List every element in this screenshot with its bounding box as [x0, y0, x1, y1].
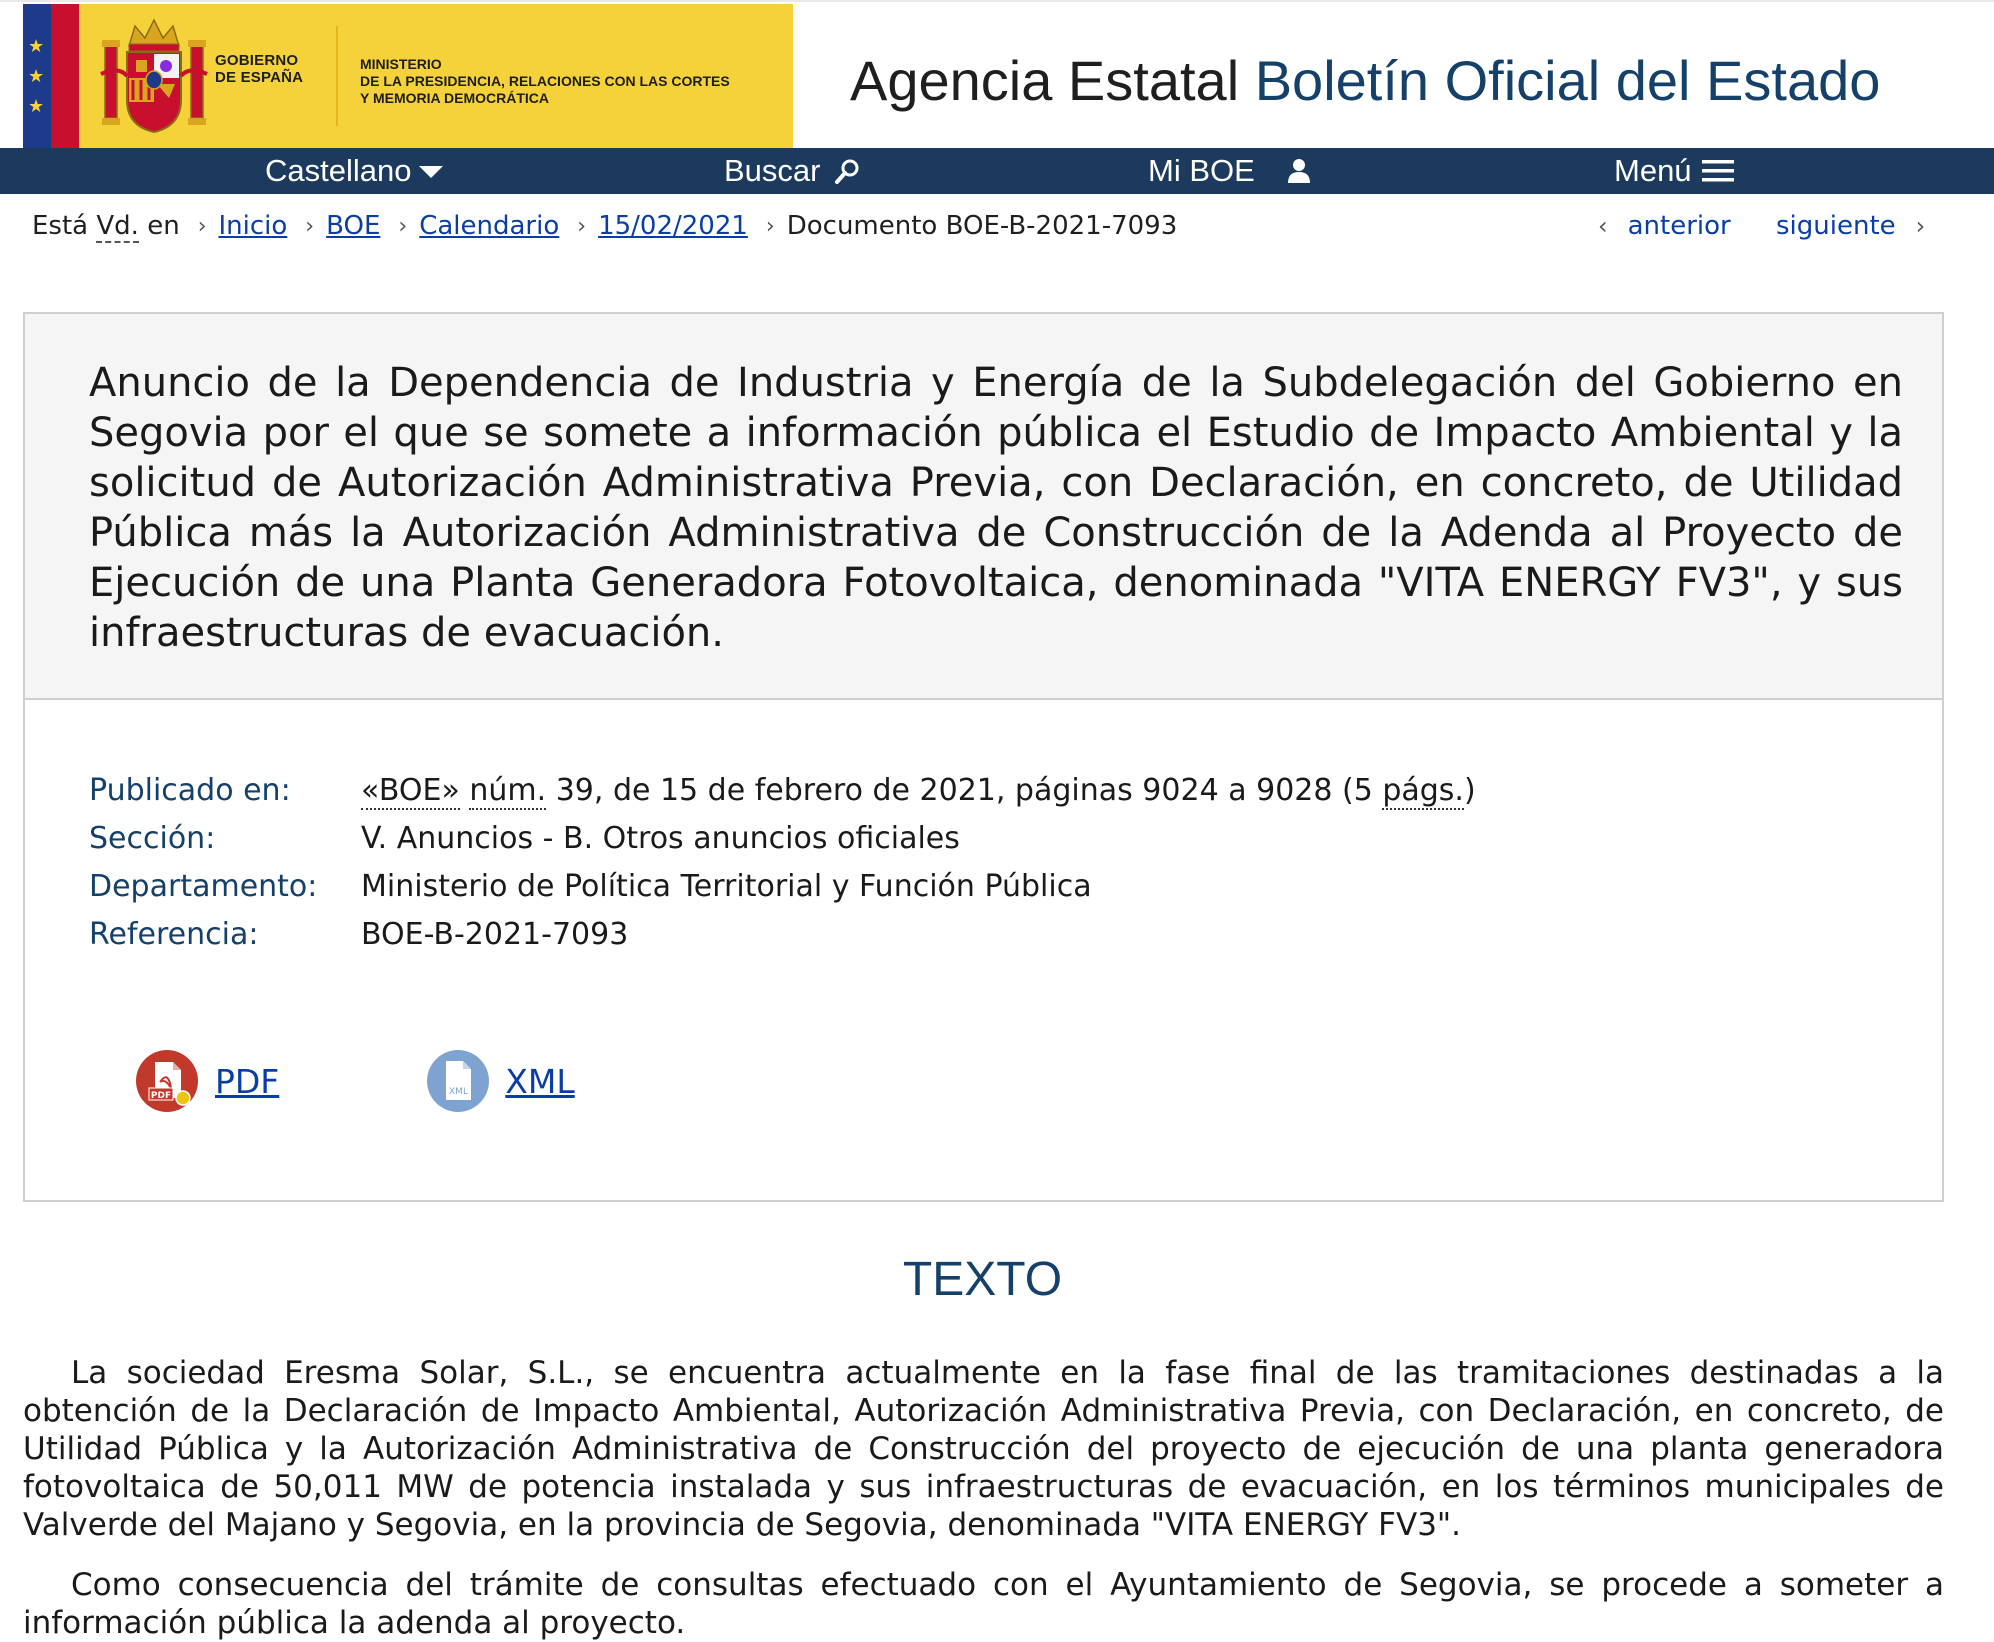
meta-row-published	[89, 766, 1889, 814]
star-icon: ★	[28, 96, 45, 117]
government-logo[interactable]	[23, 4, 793, 148]
breadcrumb-date[interactable]: 15/02/2021	[598, 211, 748, 241]
breadcrumb-inicio[interactable]: Inicio	[218, 211, 288, 241]
boe-abbreviation: «BOE»	[361, 772, 460, 808]
language-selector[interactable]: Castellano	[265, 148, 445, 194]
meta-label: Publicado en:	[89, 772, 291, 808]
meta-row-section	[89, 814, 1889, 862]
ministry-label: MINISTERIO DE LA PRESIDENCIA, RELACIONES CON LAS CORTES Y MEMORIA DEMOCRÁTICA	[360, 56, 730, 106]
chevron-right-icon: ›	[577, 213, 587, 239]
chevron-left-icon: ‹	[1598, 212, 1608, 240]
chevron-right-icon: ›	[398, 213, 408, 239]
site-header	[0, 0, 1994, 148]
chevron-right-icon: ›	[197, 213, 207, 239]
meta-value-published: «BOE» núm. 39, de 15 de febrero de 2021, páginas 9024 a 9028 (5 págs.)	[361, 772, 1476, 808]
pdf-link[interactable]: PDF	[215, 1061, 280, 1101]
document-box	[23, 312, 1944, 1202]
breadcrumb-current: Documento BOE-B-2021-7093	[786, 211, 1178, 241]
menu-button[interactable]: Menú	[1614, 148, 1734, 194]
breadcrumb-boe[interactable]: BOE	[326, 211, 381, 241]
search-button[interactable]: Buscar	[724, 148, 862, 194]
gobierno-de-espana-label: GOBIERNO DE ESPAÑA	[215, 52, 304, 86]
body-paragraph: La sociedad Eresma Solar, S.L., se encuentra actualmente en la fase final de las tramitaciones destinadas a la obtención de la Declaración de Impacto Ambiental, Autorización Administrativa Previa, con Declaración, en concreto, de Utilidad Pública y la Autorización Administrativa de Construcción del proyecto de ejecución de una planta generadora fotovoltaica de 50,011 MW de potencia instalada y sus infraestructuras de evacuación, en los términos municipales de Valverde del Majano y Segovia, en la provincia de Segovia, denominada "VITA ENERGY FV3".	[23, 1355, 1944, 1543]
document-metadata	[89, 766, 1889, 958]
breadcrumb-intro: Está Vd. en	[32, 211, 180, 241]
vd-abbreviation: Vd.	[96, 211, 139, 241]
meta-label: Sección:	[89, 820, 216, 856]
star-icon: ★	[28, 66, 45, 87]
agency-name: Boletín Oficial del Estado	[1254, 49, 1881, 112]
pags-abbreviation: págs.	[1382, 772, 1464, 808]
star-icon: ★	[28, 36, 45, 57]
breadcrumb-calendario[interactable]: Calendario	[419, 211, 560, 241]
hamburger-icon	[1702, 157, 1734, 185]
meta-label: Departamento:	[89, 868, 318, 904]
eu-spain-flag-strip	[23, 4, 79, 148]
caret-down-icon	[417, 157, 445, 185]
pager-previous-link[interactable]: ‹ anterior	[1598, 211, 1731, 241]
document-downloads	[135, 1046, 721, 1116]
xml-download[interactable]	[425, 1048, 574, 1114]
logo-divider	[336, 26, 338, 126]
xml-link[interactable]: XML	[505, 1061, 575, 1101]
breadcrumb	[32, 208, 1177, 244]
meta-row-department	[89, 862, 1889, 910]
coat-of-arms-icon	[99, 18, 209, 136]
meta-row-reference	[89, 910, 1889, 958]
chevron-right-icon: ›	[1915, 212, 1926, 240]
meta-value-reference: BOE-B-2021-7093	[361, 916, 629, 952]
main-navbar	[0, 148, 1994, 194]
meta-value-section: V. Anuncios - B. Otros anuncios oficiales	[361, 820, 960, 856]
user-icon	[1285, 157, 1313, 185]
agency-title-link[interactable]	[850, 48, 1880, 114]
chevron-right-icon: ›	[305, 213, 315, 239]
body-paragraph: Como consecuencia del trámite de consultas efectuado con el Ayuntamiento de Segovia, se procede a someter a información pública la adenda al proyecto.	[23, 1567, 1944, 1641]
pager-next-link[interactable]: siguiente ›	[1776, 211, 1926, 241]
svg-text:PDF: PDF	[150, 1091, 172, 1101]
xml-file-icon	[425, 1048, 491, 1114]
pdf-download[interactable]	[135, 1048, 279, 1114]
texto-heading: TEXTO	[902, 1253, 1063, 1306]
mi-boe-button[interactable]: Mi BOE	[1148, 148, 1313, 194]
svg-text:XML: XML	[449, 1087, 469, 1097]
document-title: Anuncio de la Dependencia de Industria y Energía de la Subdelegación del Gobierno en Segovia por el que se somete a información pública el Estudio de Impacto Ambiental y la solicitud de Autorización Administrativa Previa, con Declaración, en concreto, de Utilidad Pública más la Autorización Administrativa de Construcción de la Adenda al Proyecto de Ejecución de una Planta Generadora Fotovoltaica, denominada "VITA ENERGY FV3", y sus infraestructuras de evacuación.	[89, 360, 1903, 656]
chevron-right-icon: ›	[765, 213, 775, 239]
pdf-file-icon	[135, 1048, 201, 1114]
meta-value-department: Ministerio de Política Territorial y Función Pública	[361, 868, 1092, 904]
magnifier-icon	[834, 157, 862, 185]
num-abbreviation: núm.	[469, 772, 547, 808]
document-title-area	[25, 314, 1942, 700]
agency-prefix: Agencia Estatal	[850, 49, 1240, 112]
meta-label: Referencia:	[89, 916, 259, 952]
